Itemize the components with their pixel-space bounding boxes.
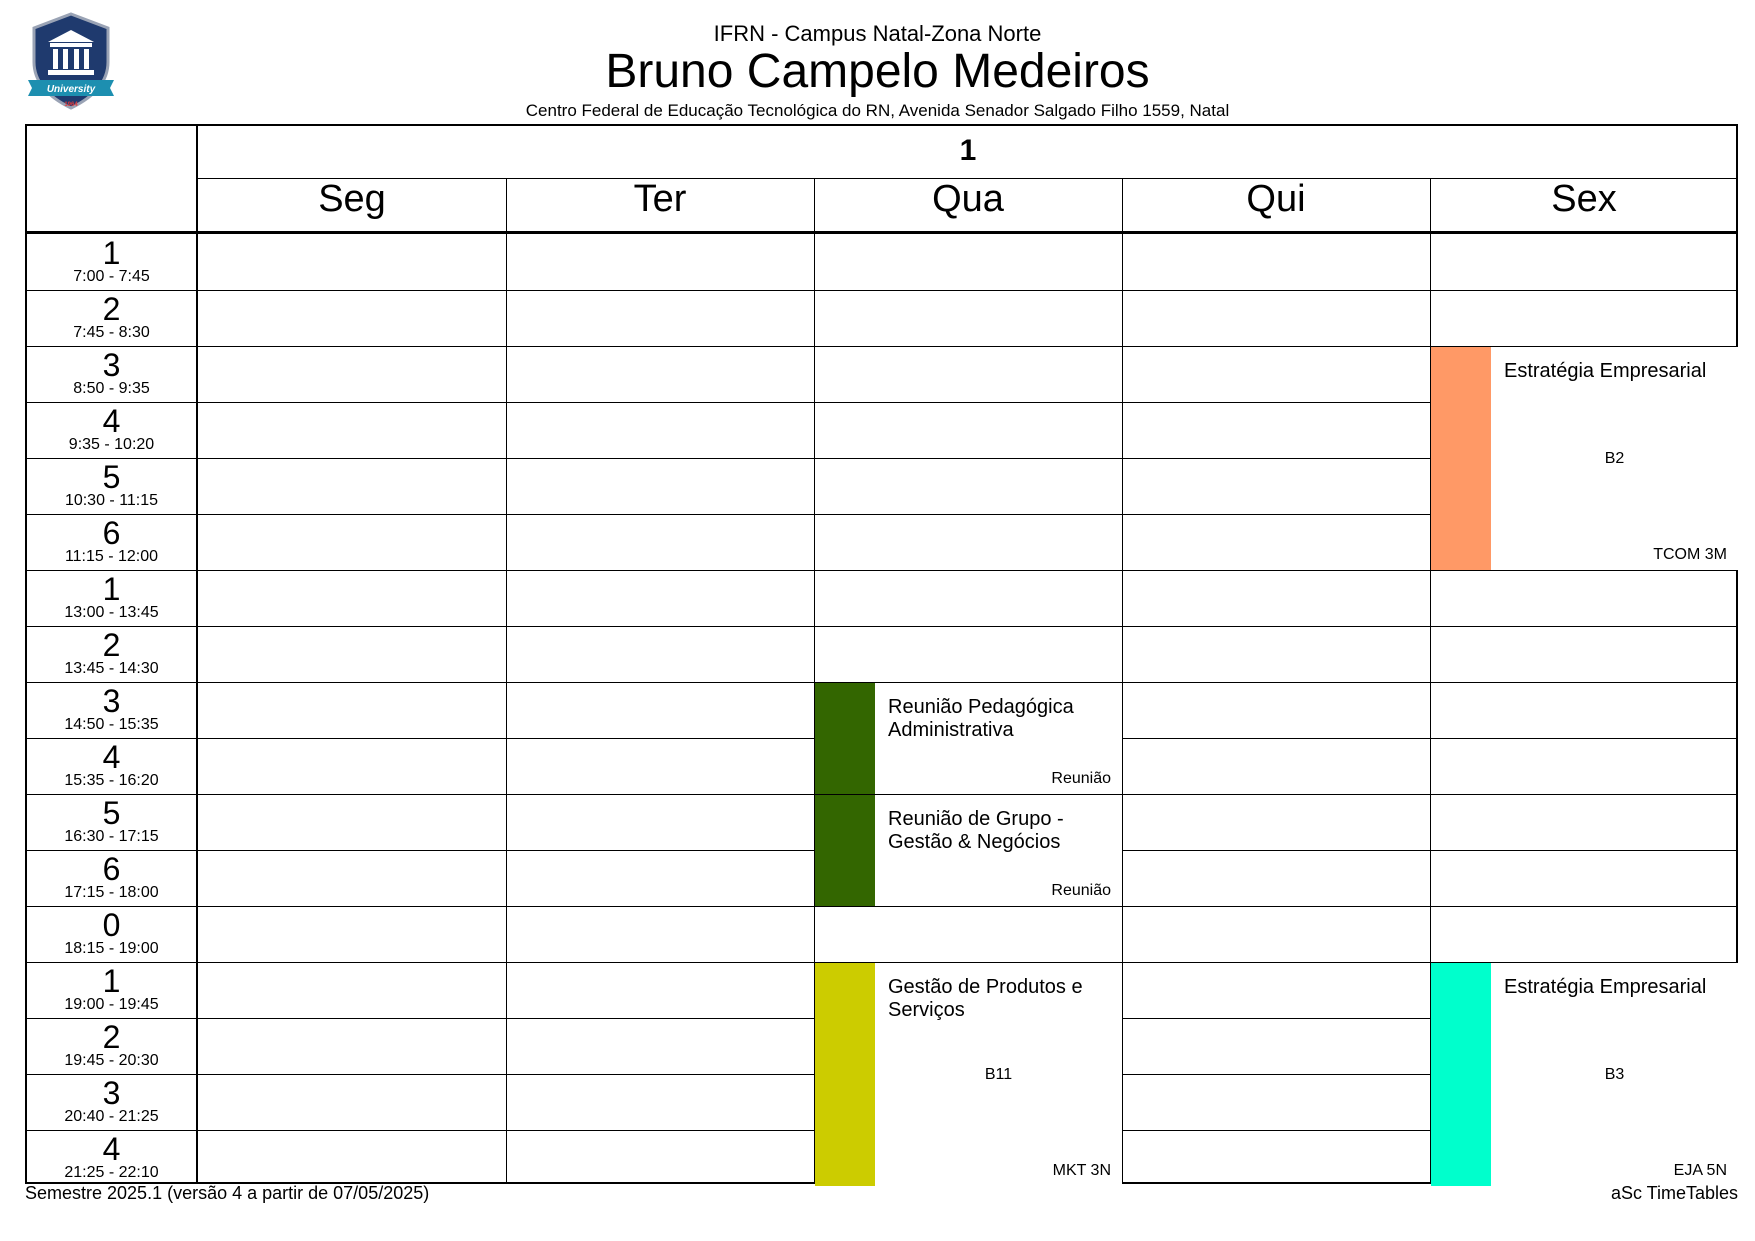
lesson-color-swatch xyxy=(815,963,875,1186)
grid-line xyxy=(1122,178,1123,1182)
period-time: 8:50 - 9:35 xyxy=(73,380,150,397)
lesson-group: Reunião xyxy=(1051,770,1111,787)
lesson-group: EJA 5N xyxy=(1673,1162,1727,1179)
institution-address: Centro Federal de Educação Tecnológica do RN, Avenida Senador Salgado Filho 1559, Natal xyxy=(525,101,1230,120)
lesson-group: MKT 3N xyxy=(1052,1162,1111,1179)
grid-line xyxy=(27,570,1736,571)
institution-name: IFRN - Campus Natal-Zona Norte xyxy=(713,21,1042,46)
period-number: 4 xyxy=(102,1131,121,1167)
week-label: 1 xyxy=(959,134,977,167)
lesson-card[interactable] xyxy=(1431,347,1738,570)
period-time: 17:15 - 18:00 xyxy=(64,884,159,901)
period-time: 11:15 - 12:00 xyxy=(64,548,159,565)
period-label xyxy=(27,626,196,678)
period-number: 1 xyxy=(102,235,121,271)
period-label xyxy=(27,738,196,790)
period-time: 19:00 - 19:45 xyxy=(64,996,159,1013)
lesson-color-swatch xyxy=(815,683,875,794)
period-number: 2 xyxy=(102,291,121,327)
lesson-card[interactable] xyxy=(815,683,1122,794)
period-label xyxy=(27,570,196,622)
lesson-color-swatch xyxy=(1431,963,1491,1186)
period-label xyxy=(27,1074,196,1126)
grid-line xyxy=(27,626,1736,627)
lesson-subject: Estratégia Empresarial xyxy=(1504,360,1707,382)
period-label xyxy=(27,234,196,286)
lesson-color-swatch xyxy=(815,795,875,906)
period-time: 16:30 - 17:15 xyxy=(64,828,159,845)
period-number: 2 xyxy=(102,1019,121,1055)
lesson-subject: Gestão de Produtos e Serviços xyxy=(888,976,1083,1021)
period-number: 3 xyxy=(102,347,121,383)
lesson-card[interactable] xyxy=(815,795,1122,906)
lesson-subject: Reunião de Grupo - Gestão & Negócios xyxy=(888,808,1064,853)
period-number: 6 xyxy=(102,515,121,551)
period-time: 21:25 - 22:10 xyxy=(64,1164,159,1181)
day-header: Ter xyxy=(633,178,687,220)
period-label xyxy=(27,290,196,342)
period-number: 1 xyxy=(102,963,121,999)
period-number: 6 xyxy=(102,851,121,887)
lesson-group: TCOM 3M xyxy=(1653,546,1727,563)
svg-text:1964: 1964 xyxy=(64,102,78,108)
period-label xyxy=(27,962,196,1014)
period-number: 5 xyxy=(102,459,121,495)
timetable-grid xyxy=(25,124,1738,1184)
lesson-room: B2 xyxy=(1604,449,1625,467)
period-time: 13:00 - 13:45 xyxy=(64,604,159,621)
period-number: 1 xyxy=(102,571,121,607)
software-credit: aSc TimeTables xyxy=(1610,1183,1738,1203)
grid-line xyxy=(27,290,1736,291)
period-number: 4 xyxy=(102,739,121,775)
period-time: 7:45 - 8:30 xyxy=(73,324,150,341)
svg-text:University: University xyxy=(46,84,96,95)
period-time: 9:35 - 10:20 xyxy=(68,436,155,453)
period-number: 0 xyxy=(102,907,121,943)
period-number: 3 xyxy=(102,1075,121,1111)
grid-line xyxy=(27,906,1736,907)
period-time: 15:35 - 16:20 xyxy=(64,772,159,789)
teacher-name: Bruno Campelo Medeiros xyxy=(605,45,1150,98)
period-time: 18:15 - 19:00 xyxy=(64,940,159,957)
lesson-subject: Reunião Pedagógica Administrativa xyxy=(888,696,1074,741)
period-number: 3 xyxy=(102,683,121,719)
lesson-room: B11 xyxy=(984,1065,1013,1083)
period-number: 2 xyxy=(102,627,121,663)
grid-line xyxy=(506,178,507,1182)
day-header: Qua xyxy=(932,178,1004,220)
period-label xyxy=(27,402,196,454)
lesson-card[interactable] xyxy=(1431,963,1738,1186)
period-label xyxy=(27,458,196,510)
period-time: 13:45 - 14:30 xyxy=(64,660,159,677)
period-label xyxy=(27,514,196,566)
period-label xyxy=(27,346,196,398)
period-time: 19:45 - 20:30 xyxy=(64,1052,159,1069)
period-label xyxy=(27,850,196,902)
lesson-group: Reunião xyxy=(1051,882,1111,899)
lesson-card[interactable] xyxy=(815,963,1122,1186)
lesson-subject: Estratégia Empresarial xyxy=(1504,976,1707,998)
period-time: 7:00 - 7:45 xyxy=(73,268,150,285)
grid-line xyxy=(196,126,198,1182)
period-time: 14:50 - 15:35 xyxy=(64,716,159,733)
grid-line xyxy=(27,231,1736,234)
period-label xyxy=(27,1130,196,1182)
lesson-color-swatch xyxy=(1431,347,1491,570)
day-header: Sex xyxy=(1551,178,1617,220)
period-label xyxy=(27,682,196,734)
period-label xyxy=(27,906,196,958)
period-number: 5 xyxy=(102,795,121,831)
semester-version-note: Semestre 2025.1 (versão 4 a partir de 07/05/2025) xyxy=(25,1183,430,1203)
period-time: 20:40 - 21:25 xyxy=(64,1108,159,1125)
period-time: 10:30 - 11:15 xyxy=(64,492,159,509)
day-header: Qui xyxy=(1246,178,1306,220)
day-header: Seg xyxy=(318,178,386,220)
lesson-room: B3 xyxy=(1604,1065,1625,1083)
period-label xyxy=(27,1018,196,1070)
period-number: 4 xyxy=(102,403,121,439)
period-label xyxy=(27,794,196,846)
